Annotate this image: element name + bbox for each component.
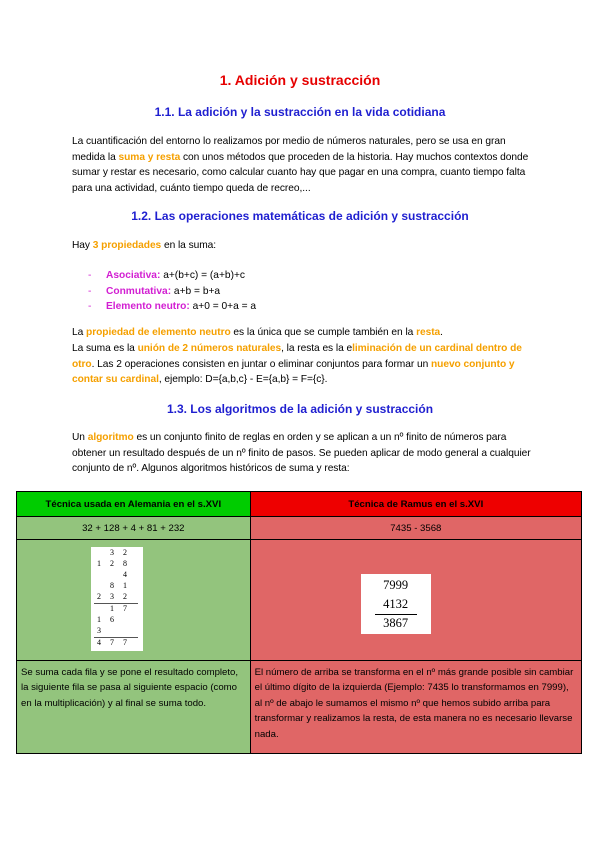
union-paragraph	[72, 341, 532, 388]
properties-list	[88, 268, 256, 315]
list-item	[88, 268, 256, 284]
left-description: Se suma cada fila y se pone el resultado completo, la siguiente fila se pasa al siguiente espacio (como en la multiplicación) y al final se suma todo.	[17, 661, 251, 754]
text: La cuantificación del entorno lo realizamos por medio de números naturales, pero se usa en gran medida la	[72, 136, 506, 163]
right-example: 7435 - 3568	[250, 517, 581, 540]
digit: 1	[110, 604, 114, 613]
property-formula: a+0 = 0+a = a	[189, 301, 257, 313]
highlight-suma-resta: suma y resta	[118, 151, 181, 163]
digit: 7	[123, 604, 127, 613]
minuend: 7999	[383, 578, 409, 592]
digit: 1	[97, 559, 101, 568]
highlight-algoritmo: algoritmo	[87, 432, 134, 443]
algorithm-paragraph	[72, 430, 532, 477]
difference: 3867	[383, 616, 409, 630]
table-row	[17, 517, 582, 540]
subtrahend: 4132	[383, 597, 409, 611]
text: Un	[72, 432, 88, 443]
right-image-cell	[250, 540, 581, 661]
digit: 7	[123, 638, 127, 647]
neutral-element-paragraph	[72, 325, 532, 341]
property-formula: a+(b+c) = (a+b)+c	[160, 270, 246, 281]
result-line	[375, 614, 417, 615]
text: La	[72, 327, 87, 338]
highlight-elemento-neutro: propiedad de elemento neutro	[86, 327, 231, 338]
digit: 4	[97, 638, 101, 647]
property-formula: a+b = b+a	[171, 285, 221, 297]
highlight-resta: resta	[416, 327, 441, 338]
page-title: 1. Adición y sustracción	[219, 72, 381, 88]
list-item	[88, 284, 256, 300]
left-image-cell	[17, 540, 251, 661]
properties-intro	[72, 238, 532, 254]
digit: 1	[97, 615, 101, 624]
digit: 4	[123, 570, 127, 579]
text: es la única que se cumple también en la	[230, 327, 417, 338]
text: , la resta es la e	[281, 343, 353, 354]
property-name: Asociativa:	[106, 270, 161, 281]
text: . Las 2 operaciones consisten en juntar o eliminar conjuntos para formar un	[91, 358, 431, 370]
text: La suma es la	[72, 343, 138, 354]
section-1-2-heading: 1.2. Las operaciones matemáticas de adición y sustracción	[131, 209, 469, 223]
section-1-3-heading: 1.3. Los algoritmos de la adición y sustracción	[166, 402, 434, 416]
left-header: Técnica usada en Alemania en el s.XVI	[17, 492, 251, 517]
digit: 2	[97, 592, 101, 601]
digit: 2	[123, 592, 127, 601]
bullet-dash: -	[88, 270, 92, 281]
digit: 7	[110, 638, 114, 647]
text: , ejemplo: D={a,b,c} - E={a,b} = F={c}.	[158, 374, 328, 386]
table-row	[17, 492, 582, 517]
text: en la suma:	[161, 240, 217, 251]
digit: 3	[110, 548, 114, 557]
digit: 3	[110, 592, 114, 601]
section-1-1-heading: 1.1. La adición y la sustracción en la vida cotidiana	[154, 105, 446, 119]
bullet-dash: -	[88, 301, 92, 313]
text: es un conjunto finito de reglas en orden y se aplican a un nº finito de números para obtener un resultado después de un nº finito de pasos. Se pueden aplicar de modo general a cualquier conjunto de nº. Algunos algoritmos históricos de suma y resta:	[72, 432, 531, 475]
digit: 2	[110, 559, 114, 568]
list-item	[88, 299, 256, 315]
digit: 2	[123, 548, 127, 557]
right-header: Técnica de Ramus en el s.XVI	[250, 492, 581, 517]
bullet-dash: -	[88, 285, 92, 297]
digit: 8	[110, 581, 114, 590]
table-row	[17, 540, 582, 661]
text: Hay	[72, 240, 93, 251]
highlight-propiedades: 3 propiedades	[92, 240, 162, 251]
table-row	[17, 661, 582, 754]
highlight-eliminacion: liminación de un cardinal dentro de otro	[72, 343, 522, 370]
left-example: 32 + 128 + 4 + 81 + 232	[17, 517, 251, 540]
digit: 3	[97, 626, 101, 635]
algorithms-table	[16, 491, 582, 754]
right-description: El número de arriba se transforma en el nº más grande posible sin cambiar el último dígito de la izquierda (Ejemplo: 7435 lo transformamos en 7999), al nº de abajo le sumamos el mismo nº que hemos subido arriba para transformar y realizamos la resta, de esta manera no es necesario llevarse nada.	[250, 661, 581, 754]
highlight-nuevo-conjunto: nuevo conjunto y contar su cardinal	[72, 358, 515, 386]
digit: 1	[123, 581, 127, 590]
property-name: Elemento neutro:	[106, 301, 190, 313]
highlight-union: unión de 2 números naturales	[137, 343, 282, 354]
subtraction-image	[361, 574, 431, 634]
digit: 8	[123, 559, 127, 568]
text: .	[440, 327, 443, 338]
section-1-1-paragraph	[72, 134, 532, 196]
digit: 6	[110, 615, 114, 624]
column-addition-image	[91, 547, 143, 651]
text: con unos métodos que proceden de la historia. Hay muchos contextos donde sumar y restar es necesario, como calcular cuanto hay que pagar en una compra, cuanto tiempo falta para una actividad, cuánto tiempo queda de recreo,...	[72, 151, 529, 194]
property-name: Conmutativa:	[106, 285, 172, 297]
